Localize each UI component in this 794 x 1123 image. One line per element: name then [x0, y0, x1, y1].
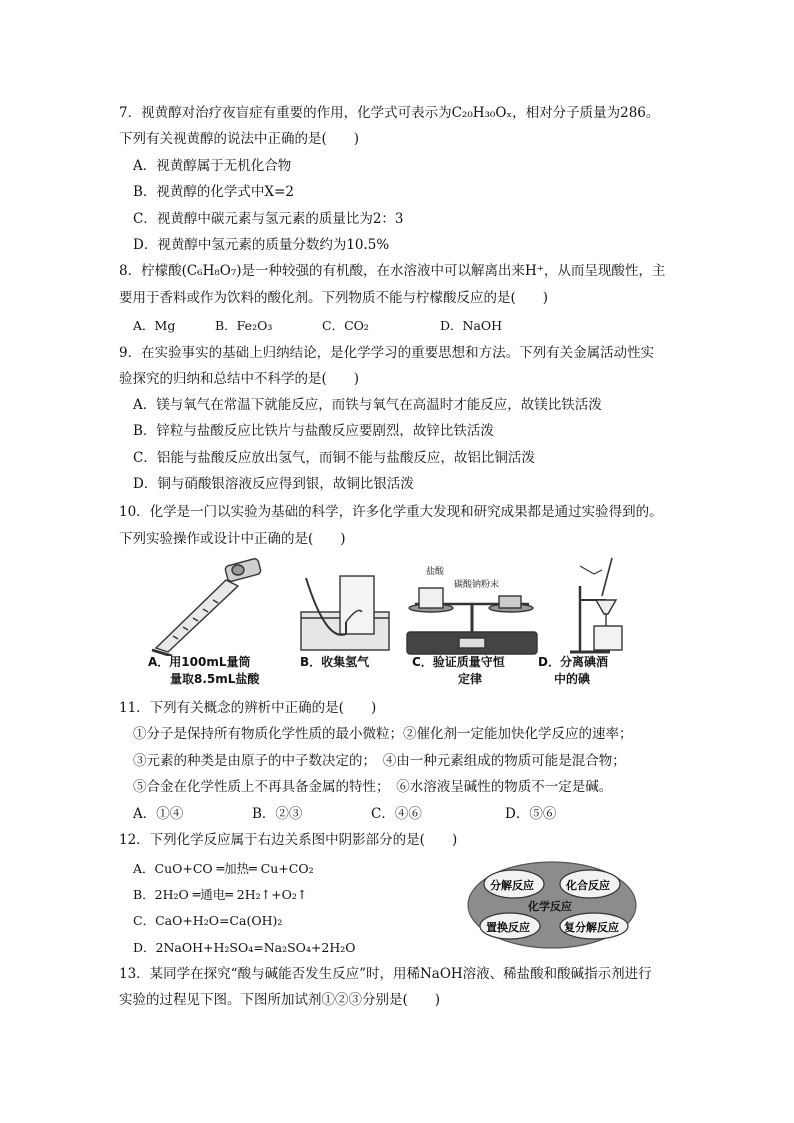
q8-stem-line2: 要用于香料或作为饮料的酸化剂。下列物质不能与柠檬酸反应的是( ) [119, 290, 549, 306]
q9-option-a: A．镁与氧气在常温下就能反应，而铁与氧气在高温时才能反应，故镁比铁活泼 [133, 397, 602, 413]
q8-option-b: B．Fe₂O₃ [215, 318, 273, 333]
q8-option-c: C．CO₂ [322, 318, 369, 333]
venn-double-displacement-label: 复分解反应 [564, 921, 619, 934]
q7-option-b: B．视黄醇的化学式中X=2 [133, 184, 294, 200]
q10-fig-label-hydrochloric-acid: 盐酸 [426, 567, 445, 577]
gas-collection-illustration [296, 572, 396, 654]
q7-option-c: C．视黄醇中碳元素与氢元素的质量比为2：3 [133, 211, 404, 227]
q7-option-d: D．视黄醇中氢元素的质量分数约为10.5% [133, 237, 390, 253]
q11-option-a: A．①④ [133, 806, 184, 822]
q12-option-a: A．CuO+CO ═加热═ Cu+CO₂ [133, 861, 314, 876]
q7-stem-line2: 下列有关视黄醇的说法中正确的是( ) [119, 131, 360, 147]
q8-option-a: A．Mg [133, 318, 176, 333]
q11-option-c: C．④⑥ [371, 806, 422, 822]
q9-option-c: C．铝能与盐酸反应放出氢气，而铜不能与盐酸反应，故铝比铜活泼 [133, 450, 535, 466]
q9-stem-line1: 9．在实验事实的基础上归纳结论，是化学学习的重要思想和方法。下列有关金属活动性实 [119, 345, 655, 361]
q11-statement-line3: ⑤合金在化学性质上不再具备金属的特性； ⑥水溶液呈碱性的物质不一定是碱。 [133, 779, 613, 795]
q11-option-b: B．②③ [252, 806, 303, 822]
q12-stem: 12．下列化学反应属于右边关系图中阴影部分的是( ) [119, 832, 458, 848]
reaction-type-diagram [466, 860, 638, 950]
q7-stem-line1: 7．视黄醇对治疗夜盲症有重要的作用，化学式可表示为C₂₀H₃₀Oₓ，相对分子质量为286。 [119, 105, 660, 121]
q11-statement-line2: ③元素的种类是由原子的中子数决定的； ④由一种元素组成的物质可能是混合物； [133, 753, 626, 769]
q11-option-d: D．⑤⑥ [505, 806, 557, 822]
q12-option-c: C．CaO+H₂O=Ca(OH)₂ [133, 913, 283, 928]
q7-option-a: A．视黄醇属于无机化合物 [133, 158, 292, 174]
venn-decomposition-label: 分解反应 [490, 879, 534, 892]
q10-fig-d-caption-line2: 中的碘 [554, 672, 591, 686]
q10-stem-line2: 下列实验操作或设计中正确的是( ) [119, 531, 346, 547]
q11-stem: 11．下列有关概念的辨析中正确的是( ) [119, 700, 377, 716]
q9-option-d: D．铜与硝酸银溶液反应得到银，故铜比银活泼 [133, 476, 414, 492]
q9-stem-line2: 验探究的归纳和总结中不科学的是( ) [119, 371, 360, 387]
balance-illustration [403, 586, 543, 656]
q10-apparatus-figure [138, 556, 638, 688]
q10-stem-line1: 10．化学是一门以实验为基础的科学，许多化学重大发现和研究成果都是通过实验得到的。 [119, 504, 663, 520]
venn-chemical-reaction-label: 化学反应 [528, 900, 572, 913]
q10-fig-label-sodium-carbonate: 碳酸钠粉末 [454, 580, 500, 590]
filtration-illustration [550, 556, 640, 656]
q10-fig-c-caption-line2: 定律 [458, 672, 483, 686]
graduated-cylinder-illustration [138, 556, 268, 656]
q12-option-d: D．2NaOH+H₂SO₄=Na₂SO₄+2H₂O [133, 940, 356, 955]
q11-statement-line1: ①分子是保持所有物质化学性质的最小微粒；②催化剂一定能加快化学反应的速率； [133, 726, 633, 742]
venn-displacement-label: 置换反应 [486, 921, 530, 934]
q10-fig-b-caption: B．收集氢气 [300, 655, 370, 669]
q13-stem-line1: 13．某同学在探究“酸与碱能否发生反应”时，用稀NaOH溶液、稀盐酸和酸碱指示剂进行 [119, 966, 652, 982]
q13-stem-line2: 实验的过程见下图。下图所加试剂①②③分别是( ) [119, 992, 441, 1008]
q10-fig-d-caption-line1: D．分离碘酒 [538, 655, 608, 669]
venn-combination-label: 化合反应 [566, 879, 610, 892]
q10-fig-c-caption-line1: C．验证质量守恒 [412, 655, 505, 669]
q10-fig-a-caption-line2: 量取8.5mL盐酸 [170, 672, 260, 686]
q10-fig-a-caption-line1: A．用100mL量筒 [148, 655, 251, 669]
q8-stem-line1: 8．柠檬酸(C₆H₈O₇)是一种较强的有机酸，在水溶液中可以解离出来H⁺，从而呈现酸性，主 [119, 263, 666, 279]
q9-option-b: B．锌粒与盐酸反应比铁片与盐酸反应要剧烈，故锌比铁活泼 [133, 423, 494, 439]
q8-option-d: D．NaOH [440, 318, 503, 333]
q12-option-b: B．2H₂O ═通电═ 2H₂↑+O₂↑ [133, 887, 308, 902]
